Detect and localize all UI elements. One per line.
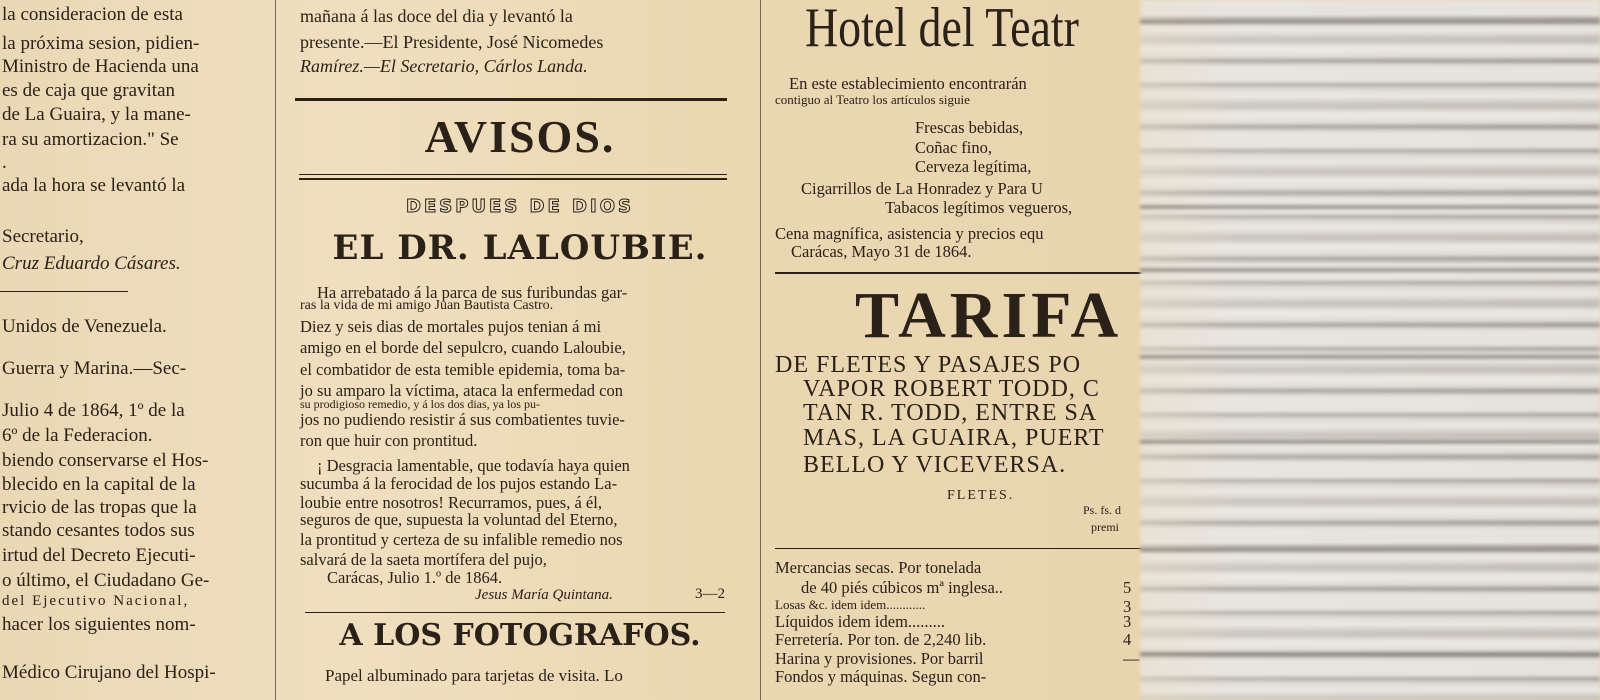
col2-line: Ramírez.—El Secretario, Cárlos Landa. <box>300 56 588 76</box>
hotel-heading: Hotel del Teatr <box>805 0 1079 59</box>
hotel-line: Cena magnífica, asistencia y precios equ <box>775 224 1044 243</box>
avisos-heading: AVISOS. <box>424 111 616 162</box>
hotel-line: En este establecimiento encontrarán <box>789 74 1027 93</box>
body-line: amigo en el borde del sepulcro, cuando Laloubie, <box>300 338 626 357</box>
section-rule <box>775 272 1145 274</box>
col1-line: o último, el Ciudadano Ge- <box>2 570 210 591</box>
fletes-line: BELLO Y VICEVERSA. <box>803 452 1067 478</box>
fletes-row-value: 5 <box>1123 578 1132 597</box>
col1-line: stando cesantes todos sus <box>2 520 195 541</box>
tarifa-heading: TARIFA <box>855 279 1123 352</box>
body-line: salvará de la saeta mortífera del pujo, <box>300 550 547 569</box>
column-divider <box>760 0 761 700</box>
fletes-col-header: Ps. fs. d <box>1083 503 1122 517</box>
col1-line: rvicio de las tropas que la <box>2 497 197 518</box>
col1-line: la consideracion de esta <box>2 4 183 25</box>
col2-line: mañana á las doce del dia y levantó la <box>300 6 573 26</box>
col1-heading: Unidos de Venezuela. <box>2 316 167 337</box>
col1-line: del Ejecutivo Nacional, <box>2 593 190 609</box>
section-rule <box>775 548 1145 549</box>
dr-laloubie-heading: EL DR. LALOUBIE. <box>332 228 708 268</box>
col1-line: la próxima sesion, pidien- <box>2 33 200 54</box>
body-line: su prodigioso remedio, y á los dos dias, ya los pu- <box>300 397 540 411</box>
col1-line: 6º de la Federacion. <box>2 425 153 446</box>
body-line: ron que huir con prontitud. <box>300 431 478 450</box>
col1-line: hacer los siguientes nom- <box>2 614 196 635</box>
fletes-row-value: 3 <box>1123 612 1132 631</box>
section-rule <box>305 612 725 613</box>
body-line: Papel albuminado para tarjetas de visita. Lo <box>325 666 623 685</box>
section-rule <box>299 174 727 175</box>
fletes-row-label: Losas &c. idem idem............ <box>775 597 926 612</box>
body-line: loubie entre nosotros! Recurramos, pues, á él, <box>300 493 602 512</box>
section-rule <box>295 98 727 101</box>
col1-line: Julio 4 de 1864, 1º de la <box>2 400 185 421</box>
fletes-line: MAS, LA GUAIRA, PUERT <box>803 425 1105 451</box>
ad-number: 3—2 <box>695 586 725 602</box>
fletes-row-label: Ferretería. Por ton. de 2,240 lib. <box>775 630 987 649</box>
fotografos-heading: A LOS FOTOGRAFOS. <box>339 618 701 653</box>
column-divider <box>275 0 276 700</box>
col1-signature: Cruz Eduardo Cásares. <box>2 253 181 274</box>
ad-signature: Jesus María Quintana. <box>475 587 613 603</box>
fletes-row-value: — <box>1123 649 1140 668</box>
col1-line: blecido en la capital de la <box>2 474 196 495</box>
col1-line: Médico Cirujano del Hospi- <box>2 662 216 683</box>
body-line: Diez y seis dias de mortales pujos tenian á mi <box>300 317 602 336</box>
col1-line: ra su amortizacion." Se <box>2 129 179 150</box>
fletes-col-header: premi <box>1091 520 1119 534</box>
hotel-line: Cigarrillos de La Honradez y Para U <box>801 179 1043 198</box>
fletes-row-label: de 40 piés cúbicos mª inglesa.. <box>801 578 1004 597</box>
hotel-date: Carácas, Mayo 31 de 1864. <box>791 242 972 261</box>
fletes-row-value: 3 <box>1123 597 1132 616</box>
column-avisos <box>295 0 745 700</box>
body-line: ¡ Desgracia lamentable, que todavía haya quien <box>317 456 630 475</box>
body-line: seguros de que, supuesta la voluntad del Eterno, <box>300 510 618 529</box>
col1-line: . <box>2 152 7 173</box>
fletes-row-value: 4 <box>1123 630 1132 649</box>
body-line: sucumba á la ferocidad de los pujos estando La- <box>300 474 618 493</box>
blurred-scan-edge <box>1140 0 1600 700</box>
hotel-item: Cerveza legítima, <box>915 157 1032 176</box>
col1-line: de La Guaira, y la mane- <box>2 104 191 125</box>
hotel-item: Frescas bebidas, <box>915 118 1024 137</box>
column-left <box>0 0 265 700</box>
fletes-row-label: Mercancias secas. Por tonelada <box>775 558 982 577</box>
fletes-line: TAN R. TODD, ENTRE SA <box>803 400 1098 426</box>
hotel-line: contiguo al Teatro los artículos siguie <box>775 92 970 107</box>
col1-line: Guerra y Marina.—Sec- <box>2 358 187 379</box>
col1-line: es de caja que gravitan <box>2 80 176 101</box>
hotel-item: Coñac fino, <box>915 138 992 157</box>
col1-line: Secretario, <box>2 226 84 247</box>
fletes-row-label: Harina y provisiones. Por barril <box>775 649 984 668</box>
body-line: Ha arrebatado á la parca de sus furibundas gar- <box>317 283 628 302</box>
ad-date: Carácas, Julio 1.º de 1864. <box>327 568 503 587</box>
col2-line: presente.—El Presidente, José Nicomedes <box>300 32 604 52</box>
fletes-row-label: Líquidos idem idem......... <box>775 612 946 631</box>
fletes-line: DE FLETES Y PASAJES PO <box>775 352 1082 378</box>
body-line: jo su amparo la víctima, ataca la enfermedad con <box>300 381 623 400</box>
fletes-subheading: FLETES. <box>947 488 1015 503</box>
col1-line: irtud del Decreto Ejecuti- <box>2 545 196 566</box>
col1-line: Ministro de Hacienda una <box>2 56 199 77</box>
col1-line: biendo conservarse el Hos- <box>2 450 209 471</box>
body-line: jos no pudiendo resistir á sus combatientes tuvie- <box>300 410 625 429</box>
despues-heading: DESPUES DE DIOS <box>406 196 634 217</box>
col1-line: ada la hora se levantó la <box>2 175 186 196</box>
col1-rule <box>0 291 128 292</box>
body-line: el combatidor de esta temible epidemia, toma ba- <box>300 360 626 379</box>
body-line: la prontitud y certeza de su infalible remedio nos <box>300 530 623 549</box>
hotel-line: Tabacos legítimos vegueros, <box>885 198 1073 217</box>
body-line: ras la vida de mi amigo Juan Bautista Castro. <box>300 298 554 313</box>
fletes-row-label: Fondos y máquinas. Segun con- <box>775 667 987 686</box>
fletes-line: VAPOR ROBERT TODD, C <box>803 376 1100 402</box>
column-hotel <box>775 0 1160 700</box>
section-rule <box>299 178 727 180</box>
